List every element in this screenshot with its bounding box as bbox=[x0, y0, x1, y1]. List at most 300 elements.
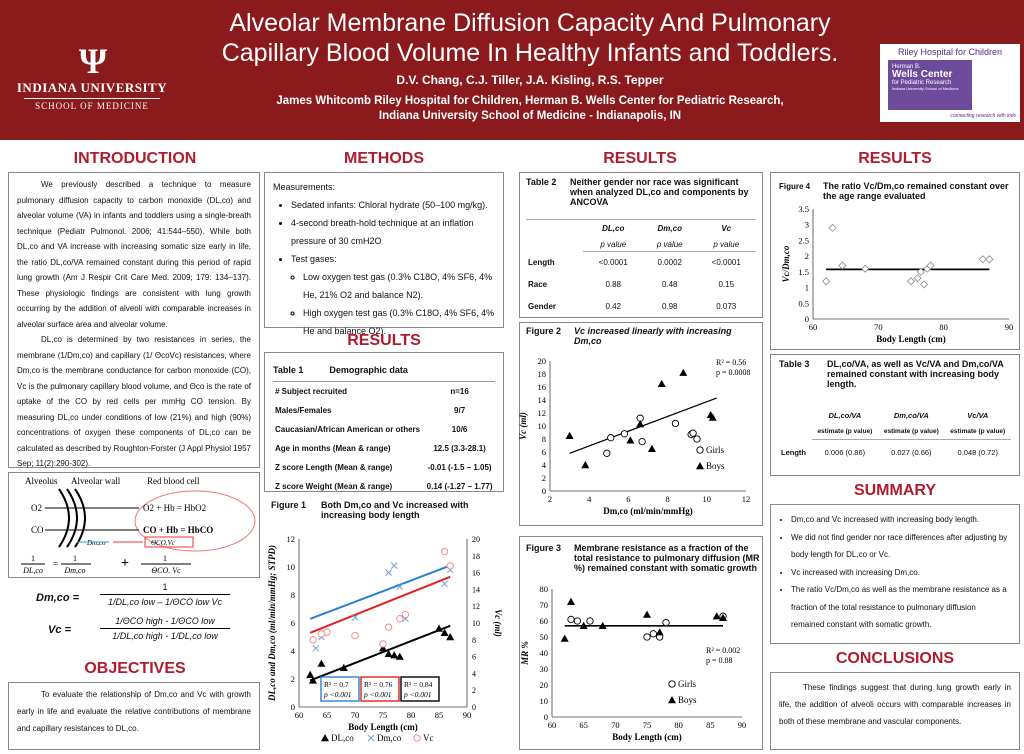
y-tick-label: 0 bbox=[541, 486, 546, 496]
stats-p: p <0.001 bbox=[364, 690, 392, 699]
y-tick-label: 14 bbox=[537, 395, 546, 405]
legend-label: Girls bbox=[706, 445, 724, 455]
poster-title: Alveolar Membrane Diffusion Capacity And Pulmonary Capillary Blood Volume In Healthy Infants and Toddlers. bbox=[221, 9, 839, 67]
table2-sub-header: p value bbox=[696, 238, 756, 252]
figure1-title: Both Dm,co and Vc increased with increasing body length bbox=[321, 500, 469, 520]
iu-logo bbox=[12, 41, 172, 114]
y-tick-label: 3 bbox=[804, 219, 809, 230]
wall-curve-1 bbox=[59, 489, 69, 547]
x-tick-label: 65 bbox=[322, 710, 332, 720]
data-point-vc bbox=[397, 616, 403, 622]
x-axis-label: Body Length (cm) bbox=[876, 334, 946, 344]
stats-r2: R² = 0.002 bbox=[706, 646, 741, 655]
y2-tick-label: 6 bbox=[472, 652, 476, 662]
data-point bbox=[921, 281, 928, 288]
table2-cell: <0.0001 bbox=[711, 258, 741, 268]
y-tick-label: 20 bbox=[537, 356, 546, 366]
methods-measurements: Measurements: bbox=[273, 182, 336, 192]
o2-label: O2 bbox=[31, 503, 42, 513]
figure2-panel bbox=[519, 322, 763, 526]
diffusion-diagram-svg bbox=[9, 473, 259, 577]
data-point-dmco bbox=[442, 581, 448, 587]
x-tick-label: 90 bbox=[737, 720, 747, 730]
data-point-vc bbox=[310, 637, 316, 643]
x-axis-label: Body Length (cm) bbox=[348, 722, 418, 732]
table1-row-label: Z score Weight (Mean & range) bbox=[275, 481, 393, 491]
table2-corner bbox=[526, 238, 583, 252]
iu-trident-icon: Ψ bbox=[78, 41, 106, 81]
table3 bbox=[779, 405, 1011, 465]
table1-row-value: 0.14 (-1.27 – 1.77) bbox=[426, 481, 493, 491]
methods-bullet-2: • 4-second breath-hold technique at an inflation pressure of 30 cmH2O bbox=[291, 214, 495, 250]
iu-school: SCHOOL OF MEDICINE bbox=[24, 98, 160, 111]
data-point-girls bbox=[574, 618, 580, 624]
data-point-girls bbox=[568, 616, 574, 622]
legend-label: Dm,co bbox=[377, 733, 402, 743]
x-tick-label: 70 bbox=[350, 710, 360, 720]
table1-panel bbox=[264, 352, 504, 492]
table2-col-header: Vc bbox=[721, 224, 732, 234]
dm-equation-den: 1/DL,co low – 1/ΘCO low Vc bbox=[107, 597, 223, 607]
table2-row-label: Gender bbox=[528, 302, 557, 311]
x-tick-label: 75 bbox=[642, 720, 652, 730]
stats-p: p = 0.0008 bbox=[716, 368, 751, 377]
table2-row-label: Race bbox=[528, 280, 548, 289]
y2-tick-label: 2 bbox=[472, 686, 476, 696]
y-tick-label: 12 bbox=[286, 534, 295, 544]
x-axis-label: Dm,co (ml/min/mmHg) bbox=[603, 506, 693, 516]
x-tick-label: 10 bbox=[702, 494, 712, 504]
table2-cell: 0.073 bbox=[716, 302, 737, 311]
f3-den: ΘCO. Vc bbox=[151, 566, 181, 575]
data-point-girls bbox=[644, 634, 650, 640]
legend-label: Boys bbox=[678, 695, 697, 705]
table3-col-header: Dm,co/VA bbox=[893, 410, 929, 420]
y-tick-label: 0 bbox=[543, 712, 548, 722]
y2-tick-label: 18 bbox=[472, 551, 480, 561]
y2-tick-label: 20 bbox=[472, 535, 480, 544]
table1-row-value: 9/7 bbox=[454, 405, 466, 415]
table2 bbox=[526, 219, 756, 318]
figure3-chart bbox=[520, 583, 762, 749]
dm-equation-num: 1 bbox=[162, 582, 168, 592]
fit-line bbox=[310, 566, 450, 619]
objectives-panel bbox=[8, 682, 260, 750]
table1-row-value: 12.5 (3.3-28.1) bbox=[433, 443, 486, 453]
y-tick-label: 0.5 bbox=[798, 298, 809, 309]
x-tick-label: 80 bbox=[406, 710, 416, 720]
data-point-boys bbox=[643, 611, 651, 618]
y-tick-label: 10 bbox=[539, 696, 548, 706]
x-tick-label: 65 bbox=[579, 720, 588, 730]
data-point bbox=[829, 224, 836, 231]
table2-cell: 0.48 bbox=[661, 280, 678, 289]
table3-col-header: Vc/VA bbox=[967, 410, 989, 420]
f-plus: + bbox=[121, 556, 129, 571]
vc-equation-lhs: Vc = bbox=[48, 624, 71, 636]
data-point-vc bbox=[441, 548, 447, 554]
figure1-label: Figure 1 bbox=[271, 500, 307, 510]
data-point bbox=[823, 278, 830, 285]
figure4-label: Figure 4 bbox=[779, 182, 811, 191]
f-eq: = bbox=[53, 559, 59, 569]
methods-bullet-1: • Sedated infants: Chloral hydrate (50–100 mg/kg). bbox=[291, 196, 495, 214]
legend-label: Girls bbox=[678, 679, 696, 689]
table1-title: Demographic data bbox=[329, 365, 408, 375]
stats-r2: R² = 0.56 bbox=[716, 358, 747, 367]
results-heading-3: RESULTS bbox=[858, 150, 932, 167]
table3-label: Table 3 bbox=[779, 359, 810, 369]
table3-title: DL,co/VA, as well as Vc/VA and Dm,co/VA remained constant with increasing body length. bbox=[827, 359, 1004, 389]
f2-num: 1 bbox=[73, 554, 77, 563]
theta-label: ΘCO.Vc bbox=[151, 539, 175, 547]
y-tick-label: 6 bbox=[541, 447, 546, 457]
x-tick-label: 85 bbox=[434, 710, 444, 720]
y-tick-label: 1.5 bbox=[798, 266, 809, 277]
data-point-boys bbox=[581, 461, 589, 468]
table1-row-value: 10/6 bbox=[451, 424, 468, 434]
table2-sub-header: p value bbox=[643, 238, 697, 252]
x-tick-label: 6 bbox=[626, 494, 631, 504]
table2-caption bbox=[526, 177, 756, 211]
f2-den: Dm,co bbox=[64, 566, 86, 575]
summary-panel bbox=[770, 504, 1020, 644]
vc-equation-den: 1/DL,co high - 1/DL,co low bbox=[112, 631, 218, 641]
data-point-boys bbox=[566, 432, 574, 439]
table1-label: Table 1 bbox=[273, 365, 304, 375]
table3-sub-header: estimate (p value) bbox=[812, 425, 878, 439]
y2-axis-label: Vc (ml) bbox=[493, 609, 503, 637]
data-point-vc bbox=[447, 563, 453, 569]
table-row bbox=[779, 439, 1011, 465]
x-tick-label: 2 bbox=[547, 494, 553, 504]
data-point-vc bbox=[402, 611, 408, 617]
fit-line bbox=[310, 577, 450, 633]
data-point-dlco bbox=[396, 653, 404, 660]
table2-corner bbox=[526, 220, 583, 238]
y-axis-label: MR % bbox=[520, 641, 530, 665]
riley-line-4: Indiana University School of Medicine bbox=[892, 86, 959, 91]
results-heading-1: RESULTS bbox=[347, 332, 421, 349]
x-tick-label: 60 bbox=[294, 710, 304, 720]
y-tick-label: 2 bbox=[541, 473, 546, 483]
co-label: CO bbox=[31, 525, 44, 535]
table-row bbox=[273, 439, 495, 458]
reaction-1: O2 + Hb = HbO2 bbox=[143, 503, 207, 513]
intro-paragraph-1: We previously described a technique to measure pulmonary diffusion capacity to carbon monoxide (DL,co) and alveolar volume (VA) in infants and toddlers using a single-breath technique (Pediatr Pulmonol. 2006; 41:544–550). While both DL,co and VA increase with increasing somatic size early in life, the ratio DL,co/VA remained constant during this period of rapid lung growth (Am J Respir Crit Care Med. 2009; 179: 134–137). These physiologic findings are consistent with lung growth occurring by the addition of alveoli with comparable increases in alveolar surface area and alveolar volume. bbox=[17, 180, 251, 329]
y-tick-label: 18 bbox=[537, 369, 546, 379]
data-point-girls bbox=[621, 431, 627, 437]
objectives-text: To evaluate the relationship of Dm,co and Vc with growth early in life and evaluate the relative contributions of membrane and capillary resistances to DL,co. bbox=[17, 690, 251, 733]
y-axis-label: Vc/Dm,co bbox=[781, 245, 791, 283]
iu-name: INDIANA UNIVERSITY bbox=[16, 80, 168, 95]
table-row bbox=[273, 401, 495, 420]
figure4-panel bbox=[770, 172, 1020, 350]
table-row bbox=[273, 458, 495, 477]
objectives-heading: OBJECTIVES bbox=[84, 660, 186, 677]
data-point-girls bbox=[694, 436, 700, 442]
y-axis-label: Vc (ml) bbox=[518, 412, 528, 440]
y2-tick-label: 16 bbox=[472, 568, 480, 578]
y-tick-label: 1 bbox=[804, 282, 809, 293]
figure1-caption bbox=[271, 500, 501, 520]
data-point-boys bbox=[679, 369, 687, 376]
stats-r2: R² = 0.7 bbox=[324, 680, 349, 689]
x-tick-label: 70 bbox=[874, 322, 883, 332]
data-point-boys bbox=[656, 628, 664, 635]
y-axis-label: DL,co and Dm,co (ml/min/mmHg; STPD) bbox=[267, 545, 277, 701]
y-tick-label: 8 bbox=[541, 434, 546, 444]
table2-cell: 0.42 bbox=[605, 302, 622, 311]
y-tick-label: 12 bbox=[537, 408, 546, 418]
x-tick-label: 4 bbox=[587, 494, 592, 504]
y-tick-label: 0 bbox=[804, 314, 809, 324]
data-point-girls bbox=[672, 420, 678, 426]
y-tick-label: 4 bbox=[290, 646, 295, 656]
summary-item-2: • We did not find gender nor race differences after adjusting by body length for DL,co or Vc. bbox=[791, 529, 1011, 564]
y2-tick-label: 14 bbox=[472, 585, 480, 595]
data-point-boys bbox=[567, 598, 575, 605]
fit-line bbox=[310, 626, 450, 681]
table3-sub-header: estimate (p value) bbox=[945, 425, 1011, 439]
table1-row-label: Z score Length (Mean & range) bbox=[275, 462, 393, 472]
data-point-vc bbox=[324, 629, 330, 635]
stats-p: p = 0.88 bbox=[706, 656, 733, 665]
legend-marker bbox=[668, 696, 676, 703]
table2-col-header: DL,co bbox=[602, 224, 625, 234]
summary-list bbox=[791, 511, 1011, 634]
affiliation-line-1: James Whitcomb Riley Hospital for Children, Herman B. Wells Center for Pediatric Research, bbox=[276, 95, 784, 107]
legend-marker bbox=[696, 462, 704, 469]
table3-row-label: Length bbox=[781, 447, 806, 457]
riley-tagline: connecting research with kids bbox=[950, 113, 1016, 119]
rbc-label: Red blood cell bbox=[147, 476, 200, 486]
y-tick-label: 80 bbox=[539, 584, 548, 594]
figure3-caption bbox=[526, 543, 762, 573]
y-tick-label: 0 bbox=[290, 702, 295, 712]
x-tick-label: 85 bbox=[706, 720, 715, 730]
y2-tick-label: 10 bbox=[472, 619, 480, 628]
data-point-dlco bbox=[317, 660, 325, 667]
introduction-panel bbox=[8, 172, 260, 468]
y-tick-label: 16 bbox=[537, 382, 546, 392]
table-row bbox=[526, 274, 756, 296]
x-tick-label: 75 bbox=[378, 710, 388, 720]
x-tick-label: 8 bbox=[665, 494, 670, 504]
legend-marker bbox=[321, 734, 329, 741]
stats-r2: R² = 0.76 bbox=[364, 680, 393, 689]
table2-cell: <0.0001 bbox=[598, 258, 628, 268]
data-point-girls bbox=[587, 618, 593, 624]
summary-heading: SUMMARY bbox=[853, 482, 937, 499]
f1-num: 1 bbox=[31, 554, 35, 563]
data-point-boys bbox=[561, 635, 569, 642]
y-tick-label: 2 bbox=[290, 674, 295, 684]
table2-cell: 0.98 bbox=[661, 302, 678, 311]
y-tick-label: 50 bbox=[539, 632, 548, 642]
y-tick-label: 2 bbox=[804, 251, 809, 262]
y-tick-label: 60 bbox=[539, 616, 548, 626]
data-point-vc bbox=[352, 632, 358, 638]
table-row bbox=[273, 382, 495, 401]
riley-line-3: for Pediatric Research bbox=[892, 80, 952, 86]
x-tick-label: 60 bbox=[808, 322, 818, 332]
legend-label: Boys bbox=[706, 461, 725, 471]
methods-panel bbox=[264, 172, 504, 336]
table2-cell: 0.88 bbox=[605, 280, 622, 289]
data-point-dmco bbox=[391, 563, 397, 569]
summary-item-4: • The ratio Vc/Dm,co as well as the membrane resistance as a fraction of the total resistance to pulmonary diffusion remained constant with somatic growth. bbox=[791, 581, 1011, 634]
riley-line-2: Wells Center bbox=[892, 69, 953, 80]
results-heading-2: RESULTS bbox=[603, 150, 677, 167]
legend-marker bbox=[414, 735, 420, 741]
y-tick-label: 2.5 bbox=[798, 235, 809, 246]
y-tick-label: 6 bbox=[290, 618, 295, 628]
figure2-label: Figure 2 bbox=[526, 326, 562, 336]
x-tick-label: 80 bbox=[674, 720, 683, 730]
stats-r2: R² = 0.84 bbox=[404, 680, 433, 689]
x-tick-label: 60 bbox=[547, 720, 557, 730]
y2-tick-label: 4 bbox=[472, 669, 476, 679]
y-tick-label: 4 bbox=[541, 460, 546, 470]
riley-line-1: Herman B. bbox=[892, 64, 921, 70]
table1 bbox=[273, 381, 495, 496]
table2-panel bbox=[519, 172, 763, 318]
methods-bullet-3a: ◦ Low oxygen test gas (0.3% C18O, 4% SF6, 4% He, 21% O2 and balance N2). bbox=[303, 268, 495, 304]
alveolus-label: Alveolus bbox=[25, 476, 58, 486]
data-point-vc bbox=[380, 641, 386, 647]
table1-caption bbox=[273, 365, 495, 375]
table-row bbox=[273, 420, 495, 439]
y-tick-label: 30 bbox=[539, 664, 548, 674]
figure1-panel bbox=[264, 496, 504, 752]
data-point-boys bbox=[636, 420, 644, 427]
affiliation-line-2: Indiana University School of Medicine - Indianapolis, IN bbox=[378, 110, 682, 122]
data-point-girls bbox=[639, 438, 645, 444]
conclusions-heading: CONCLUSIONS bbox=[835, 650, 955, 667]
x-axis-label: Body Length (cm) bbox=[612, 732, 682, 742]
summary-item-1: • Dm,co and Vc increased with increasing body length. bbox=[791, 511, 1011, 529]
y-tick-label: 8 bbox=[290, 590, 295, 600]
figure4-title: The ratio Vc/Dm,co remained constant over the age range evaluated bbox=[823, 181, 1009, 201]
diffusion-diagram bbox=[8, 472, 260, 578]
table3-cell: 0.006 (0.86) bbox=[824, 447, 866, 457]
data-point-vc bbox=[385, 624, 391, 630]
data-point-dlco bbox=[390, 651, 398, 658]
table-row bbox=[273, 477, 495, 496]
table2-label: Table 2 bbox=[526, 177, 557, 187]
dm-equation-lhs: Dm,co = bbox=[36, 592, 80, 604]
summary-item-3: • Vc increased with increasing Dm,co. bbox=[791, 564, 1011, 582]
wells-center-logo bbox=[888, 60, 972, 110]
legend-marker bbox=[368, 735, 374, 741]
table1-row-value: n=16 bbox=[424, 382, 495, 401]
y-tick-label: 40 bbox=[539, 648, 548, 658]
data-point-girls bbox=[608, 435, 614, 441]
reaction-2: CO + Hb = HbCO bbox=[143, 525, 214, 535]
table3-corner bbox=[779, 425, 812, 439]
y-tick-label: 70 bbox=[539, 600, 548, 610]
table3-cell: 0.048 (0.72) bbox=[957, 447, 998, 457]
x-tick-label: 90 bbox=[1004, 322, 1014, 332]
table2-cell: 0.0002 bbox=[657, 258, 682, 268]
data-point-boys bbox=[658, 380, 666, 387]
data-point-girls bbox=[690, 430, 696, 436]
stats-p: p <0.001 bbox=[324, 690, 352, 699]
legend-marker bbox=[669, 681, 675, 687]
methods-bullet-3b: ◦ High oxygen test gas (0.3% C18O, 4% SF6, 4% He and balance O2). bbox=[303, 304, 495, 340]
affiliation bbox=[180, 94, 880, 124]
stats-p: p <0.001 bbox=[404, 690, 432, 699]
table1-row-value: -0.01 (-1.5 – 1.05) bbox=[427, 462, 492, 472]
data-point bbox=[908, 278, 915, 285]
f3-num: 1 bbox=[163, 554, 167, 563]
dm-label: Dm,co bbox=[87, 539, 106, 547]
figure4-chart bbox=[771, 205, 1019, 349]
data-point bbox=[839, 262, 846, 269]
data-point bbox=[862, 265, 869, 272]
data-point-girls bbox=[663, 619, 669, 625]
figure3-title: Membrane resistance as a fraction of the total resistance to pulmonary diffusion (MR %) remained constant with somatic growth bbox=[574, 543, 760, 573]
x-tick-label: 12 bbox=[741, 494, 751, 504]
data-point-dmco bbox=[386, 570, 392, 576]
y-tick-label: 10 bbox=[537, 421, 546, 431]
introduction-heading: INTRODUCTION bbox=[73, 150, 197, 167]
y2-tick-label: 0 bbox=[472, 703, 476, 712]
figure3-panel bbox=[519, 536, 763, 750]
equations bbox=[8, 580, 260, 650]
x-tick-label: 90 bbox=[462, 710, 472, 720]
table2-title: Neither gender nor race was significant when analyzed DL,co and components by ANCOVA bbox=[570, 177, 749, 207]
alveolar-wall-label: Alveolar wall bbox=[71, 476, 121, 486]
figure2-caption bbox=[526, 326, 756, 346]
data-point-boys bbox=[626, 436, 634, 443]
conclusions-panel bbox=[770, 672, 1020, 750]
table3-caption bbox=[779, 359, 1011, 405]
table1-row-label: Males/Females bbox=[275, 405, 332, 415]
authors: D.V. Chang, C.J. Tiller, J.A. Kisling, R.S. Tepper bbox=[396, 73, 664, 87]
data-point-boys bbox=[648, 445, 656, 452]
methods-heading: METHODS bbox=[344, 150, 424, 167]
table-row bbox=[526, 296, 756, 318]
y-tick-label: 10 bbox=[286, 562, 295, 572]
figure1-chart bbox=[265, 531, 505, 751]
data-point-girls bbox=[650, 631, 656, 637]
table3-corner bbox=[779, 405, 812, 425]
conclusions-text: These findings suggest that during lung growth early in life, the addition of alveoli occurs with comparable increases in both of these membrane and vascular components. bbox=[779, 683, 1011, 726]
data-point-girls bbox=[604, 450, 610, 456]
table2-row-label: Length bbox=[528, 258, 555, 267]
table-row bbox=[526, 252, 756, 274]
legend-label: DL,co bbox=[331, 733, 354, 743]
table2-sub-header: p value bbox=[583, 238, 643, 252]
table1-row-label: Caucasian/African American or others bbox=[275, 424, 421, 434]
y2-tick-label: 12 bbox=[472, 602, 480, 612]
y-tick-label: 20 bbox=[539, 680, 548, 690]
data-point bbox=[914, 275, 921, 282]
x-tick-label: 80 bbox=[939, 322, 948, 332]
figure2-chart bbox=[520, 353, 762, 525]
figure3-label: Figure 3 bbox=[526, 543, 562, 553]
x-tick-label: 70 bbox=[611, 720, 620, 730]
riley-logo bbox=[880, 44, 1020, 122]
table3-panel bbox=[770, 354, 1020, 476]
table2-cell: 0.15 bbox=[718, 280, 735, 289]
riley-title: Riley Hospital for Children bbox=[897, 47, 1003, 57]
table3-col-header: DL,co/VA bbox=[828, 410, 862, 420]
header-banner bbox=[0, 0, 1024, 140]
data-point-dmco bbox=[313, 645, 319, 651]
